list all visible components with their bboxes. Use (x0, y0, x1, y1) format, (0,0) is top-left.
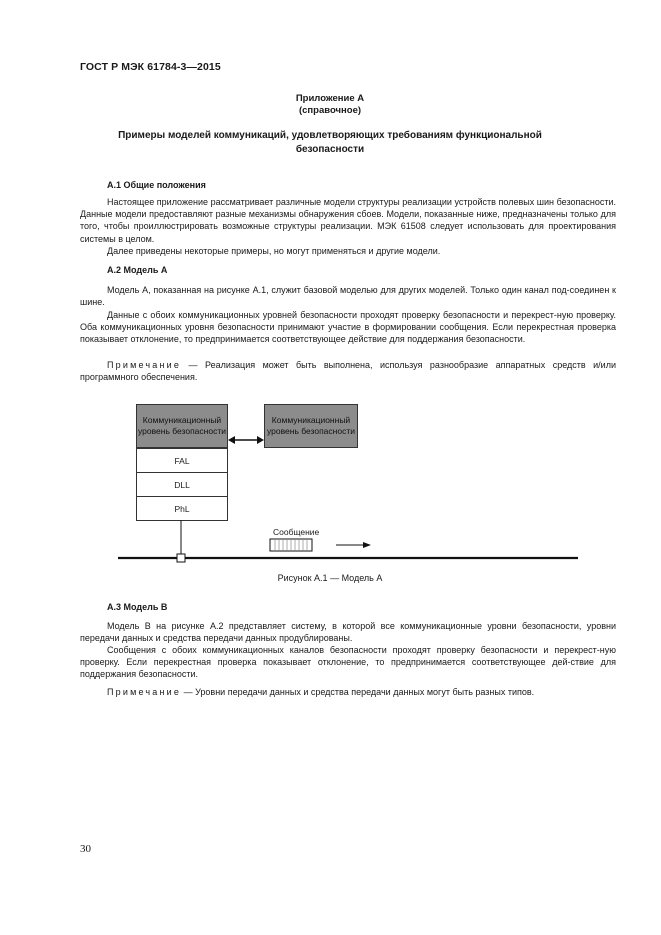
section-a3-title: А.3 Модель В (107, 602, 168, 612)
appendix-heading-line1: Примеры моделей коммуникаций, удовлетворяющих требованиям функциональной (118, 130, 542, 141)
note-label: Примечание (107, 360, 182, 370)
section-a1-paragraph-2: Далее приведены некоторые примеры, но могут применяться и другие модели. (107, 246, 441, 256)
note-label: Примечание (107, 687, 182, 697)
section-a2-note (80, 359, 616, 383)
page-number: 30 (80, 843, 91, 855)
section-a1-paragraph-1: Настоящее приложение рассматривает различные модели структуры реализации устройств полевых шин безопасности. Данные модели предоставляют разные механизмы обнаружения сбоев. Модели, показанные ниже, предназначены только для того, чтобы проиллюстрировать возможные структуры реализации. МЭК 61508 следует использовать для проектирования системы в целом. (80, 197, 616, 244)
note-text: — Реализация может быть выполнена, используя разнообразие аппаратных средств и/или программного обеспечения. (80, 360, 616, 383)
bus-diagram (118, 520, 578, 566)
section-a3-paragraph-2: Сообщения с обоих коммуникационных каналов безопасности проходят проверку безопасности и перекрест-ную проверку. Если перекрестная проверка показывает отклонение, то предпринимается соответствующее дей-ствие для поддержания безопасности. (80, 645, 616, 680)
appendix-title: Приложение А (295, 93, 365, 104)
section-a2-paragraph-2: Данные с обоих коммуникационных уровней безопасности проходят проверку безопасности и перекрест-ную проверку. Оба коммуникационных уровня безопасности принимают участие в формировании сообщения. Если перекрестная проверка показывает отклонение, то предпринимается соответствующее действие для поддержания безопасности. (80, 310, 616, 345)
layer-phl: PhL (136, 496, 228, 521)
appendix-heading-line2: безопасности (295, 144, 365, 155)
section-a2-paragraph-1: Модель А, показанная на рисунке А.1, служит базовой моделью для других моделей. Только один канал под-соединен к шине. (80, 285, 616, 308)
section-a2-title: А.2 Модель А (107, 265, 168, 275)
document-code: ГОСТ Р МЭК 61784-3—2015 (80, 61, 221, 73)
section-a3-paragraph-1: Модель В на рисунке А.2 представляет систему, в которой все коммуникационные уровни безопасности, уровни передачи данных и средства передачи данных продублированы. (80, 621, 616, 644)
cross-check-arrow (228, 434, 264, 446)
safety-layer-box-left: Коммуникационный уровень безопасности (136, 404, 228, 448)
safety-layer-box-right: Коммуникационный уровень безопасности (264, 404, 358, 448)
layer-fal: FAL (136, 448, 228, 473)
figure-caption: Рисунок А.1 — Модель А (277, 573, 383, 583)
appendix-subtitle: (справочное) (298, 105, 362, 116)
section-a3-note (80, 686, 616, 698)
section-a1-title: А.1 Общие положения (107, 180, 206, 190)
note-text: — Уровни передачи данных и средства передачи данных могут быть разных типов. (181, 687, 535, 697)
message-label: Сообщение (273, 527, 320, 537)
layer-dll: DLL (136, 472, 228, 497)
bus-tap-node (177, 554, 185, 562)
